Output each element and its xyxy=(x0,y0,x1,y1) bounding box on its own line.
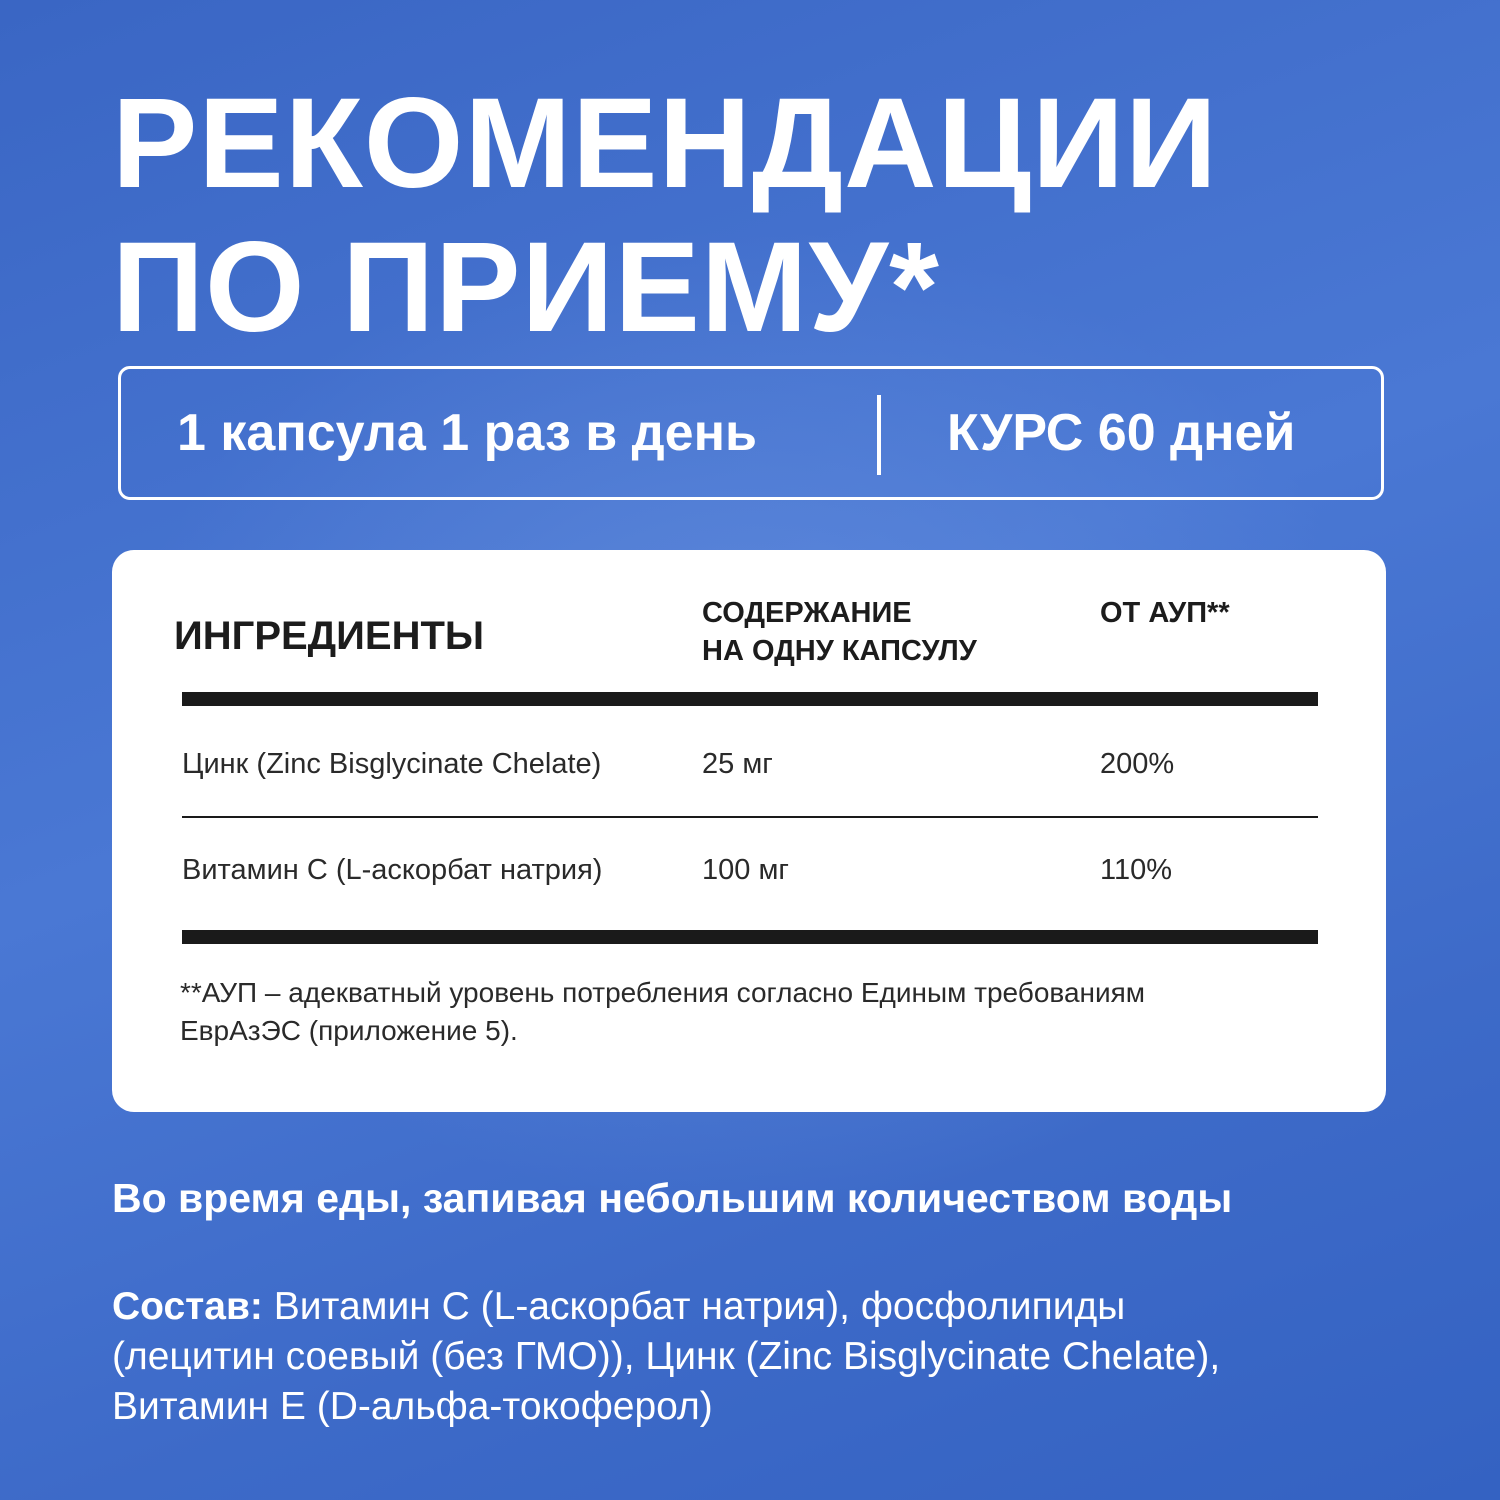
footer-rule xyxy=(182,930,1318,944)
header-content-line-1: СОДЕРЖАНИЕ xyxy=(702,597,912,629)
ingredients-card xyxy=(112,550,1386,1112)
row-1-percent: 200% xyxy=(1100,748,1175,780)
composition xyxy=(112,1282,1412,1432)
row-2-percent: 110% xyxy=(1100,854,1173,886)
header-content xyxy=(702,594,977,670)
row-2-ingredient: Витамин С (L-аскорбат натрия) xyxy=(182,854,603,886)
header-ingredients: ИНГРЕДИЕНТЫ xyxy=(174,614,485,658)
row-2-amount: 100 мг xyxy=(702,854,789,886)
dosage-divider xyxy=(877,395,881,475)
row-divider xyxy=(182,816,1318,818)
usage-instructions: Во время еды, запивая небольшим количеством воды xyxy=(112,1175,1233,1221)
row-1-ingredient: Цинк (Zinc Bisglycinate Chelate) xyxy=(182,748,602,780)
header-rule xyxy=(182,692,1318,706)
header-aup: ОТ АУП** xyxy=(1100,597,1230,629)
title-line-2: ПО ПРИЕМУ* xyxy=(112,216,940,359)
composition-line-2: (лецитин соевый (без ГМО)), Цинк (Zinc Bisglycinate Chelate), xyxy=(112,1335,1221,1378)
composition-line-1 xyxy=(112,1282,1412,1332)
page-title xyxy=(112,72,1218,360)
title-line-1: РЕКОМЕНДАЦИИ xyxy=(112,72,1218,215)
daily-dose: 1 капсула 1 раз в день xyxy=(177,404,757,462)
aup-footnote xyxy=(180,974,1320,1050)
composition-text-1: Витамин С (L-аскорбат натрия), фосфолипиды xyxy=(262,1285,1126,1328)
course-duration: КУРС 60 дней xyxy=(947,404,1296,462)
row-1-amount: 25 мг xyxy=(702,748,773,780)
header-content-line-2: НА ОДНУ КАПСУЛУ xyxy=(702,635,977,667)
dosage-box xyxy=(118,366,1384,500)
composition-label: Состав: xyxy=(112,1285,263,1328)
footnote-line-1: **АУП – адекватный уровень потребления согласно Единым требованиям xyxy=(180,977,1146,1008)
footnote-line-2: ЕврАзЭС (приложение 5). xyxy=(180,1015,518,1046)
composition-line-3: Витамин Е (D-альфа-токоферол) xyxy=(112,1385,713,1428)
